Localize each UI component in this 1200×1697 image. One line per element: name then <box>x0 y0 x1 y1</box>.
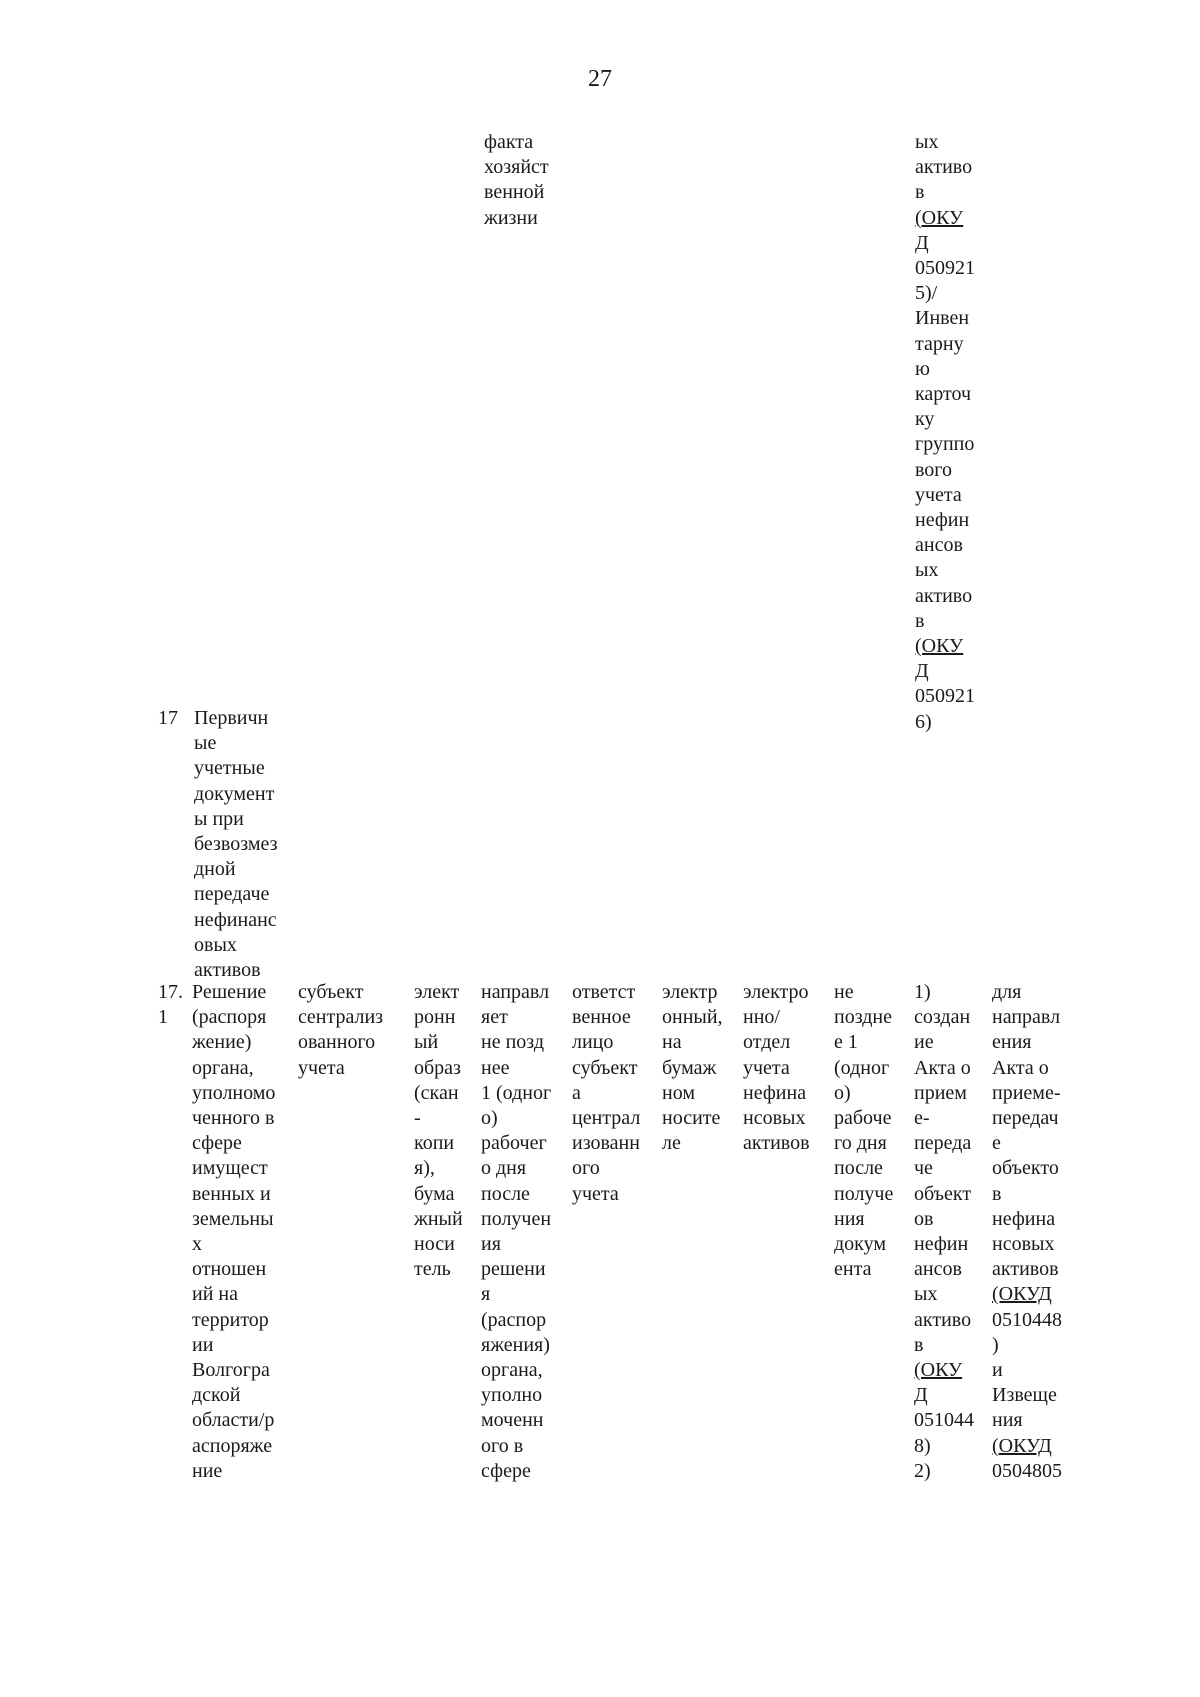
okud-link-d: (ОКУД <box>992 1283 1052 1306</box>
row-17-1-purpose: для направл ения Акта о приеме- передач е объекто в нефина нсовых активов (ОКУД 0510448 ) и Извеще ния (ОКУД 0504805 <box>992 981 1062 1482</box>
cont-fact-text: факта хозяйст венной жизни <box>484 131 549 229</box>
row-17-1-storage: электр онный, на бумаж ном носите ле <box>662 981 723 1155</box>
row-17-1-responsible: ответст венное лицо субъект а централ изованн ого учета <box>572 981 641 1205</box>
okud-link-e: (ОКУД <box>992 1434 1052 1457</box>
row-17-1-form: элект ронн ый образ (скан - копи я), бума жный носи тель <box>414 981 463 1281</box>
row-17-title: Первичн ые учетные документ ы при безвозмез дной передаче нефинанс овых активов <box>194 707 278 982</box>
row-17-1-document: Решение (распоря жение) органа, уполномо ченного в сфере имущест венных и земельны х отношен ий на территор ии Волгогра дской области/р аспоряже ние <box>192 981 276 1482</box>
row-17-1-deadline: не поздне е 1 (одног о) рабоче го дня после получе ния докум ента <box>834 981 894 1281</box>
okud-link-a: (ОКУ Д <box>915 206 964 254</box>
row-17-1-subject: субъект cентрализ ованного учета <box>298 981 384 1079</box>
row-17-1-procedure: направл яет не позд нее 1 (одног о) рабочег о дня после получен ия решени я (распор яжения) органа, уполно моченн ого в сфере <box>481 981 552 1482</box>
okud-link-b: (ОКУ Д <box>915 635 964 683</box>
row-17-1-action: 1) создан ие Акта о прием е- переда че объект ов нефин ансов ых активо в (ОКУ Д 051044 8) 2) <box>914 981 974 1482</box>
row-17-number: 17 <box>158 707 178 729</box>
okud-link-c: (ОКУ Д <box>914 1359 963 1407</box>
page-number: 27 <box>588 66 612 92</box>
cont-inventory-card-text: ых активо в (ОКУ Д 050921 5)/ Инвен тарну ю карточ ку группо вого учета нефин ансов ых активо в (ОКУ Д 050921 6) <box>915 131 975 733</box>
row-17-1-recipient: электро нно/ отдел учета нефина нсовых активов <box>743 981 810 1155</box>
row-17-1-number: 17. 1 <box>158 981 183 1029</box>
